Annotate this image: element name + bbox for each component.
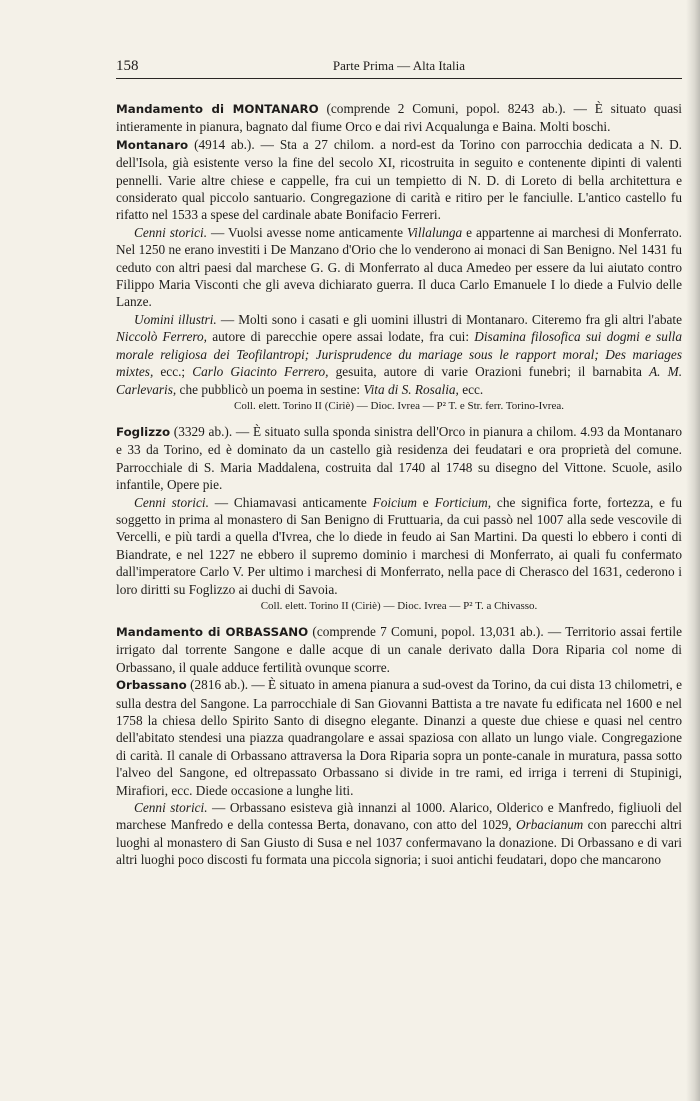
paragraph-foglizzo-cenni: Cenni storici. — Chiamavasi anticamente Foicium e Forticium, che significa forte, fortezza, e fu soggetto in prima al monastero di San Benigno di Fruttuaria, da cui passò nel 1007 alla sede vescovile di Vercelli, e più tardi a quella d'Ivrea, che lo diede in feudo ai San Martini. Da questi lo ebbero i conti di Biandrate, e nel 1227 ne ebbero il supremo dominio i marchesi di Monferrato, ai quali fu confermato dall'imperatore Carlo V. Per ultimo i marchesi di Monferrato, nella pace di Cherasco del 1631, cederono i loro diritti su Foglizzo ai duchi di Savoia. [116, 494, 682, 597]
heading-foglizzo: Foglizzo [116, 424, 171, 439]
heading-mandamento-montanaro: Mandamento di MONTANARO [116, 102, 319, 116]
paragraph-montanaro-cenni: Cenni storici. — Vuolsi avesse nome anticamente Villalunga e appartenne ai marchesi di Monferrato. Nel 1250 ne erano investiti i De Manzano d'Orio che lo venderono ai monaci di San Benigno. Nel 1431 fu ceduto con altri paesi dal marchese G. G. di Monferrato al duca Amedeo per essere da lui aiutato contro Filippo Maria Visconti che gli aveva dichiarato guerra. Il duca Carlo Emanuele I lo diede a Fulvio delle Lanze. [116, 224, 682, 310]
paragraph-orbassano-cenni: Cenni storici. — Orbassano esisteva già innanzi al 1000. Alarico, Olderico e Manfredo, figliuoli del marchese Manfredo e della contessa Berta, donavano, con atto del 1029, Orbacianum con parecchi altri luoghi al monastero di San Giusto di Susa e nel 1037 confermavano la donazione. Di Orbassano e di vari altri luoghi poco discosti fu formata una piccola signoria; i suoi antichi feudatari, dopo che mancarono [116, 800, 682, 868]
heading-mandamento-orbassano: Mandamento di ORBASSANO [116, 624, 309, 639]
page-edge-shadow [686, 0, 700, 1101]
page-body [116, 100, 682, 869]
page-header [116, 58, 682, 78]
label-cenni-storici: Cenni storici. [134, 224, 208, 240]
paragraph-montanaro-mandamento: Mandamento di MONTANARO (comprende 2 Comuni, popol. 8243 ab.). — È situato quasi intieramente in pianura, bagnato dal fiume Orco e dai rivi Acqualunga e Baina. Molti boschi. [116, 101, 682, 135]
label-cenni-storici: Cenni storici. [134, 494, 209, 510]
paragraph-montanaro-uomini: Uomini illustri. — Molti sono i casati e gli uomini illustri di Montanaro. Citeremo fra gli altri l'abate Niccolò Ferrero, autore di parecchie opere assai lodate, fra cui: Disamina filosofica sui dogmi e sulla morale religiosa dei Teofilantropi; Jurisprudence du mariage sous le rapport moral; Des mariages mixtes, ecc.; Carlo Giacinto Ferrero, gesuita, autore di varie Orazioni funebri; il barnabita A. M. Carlevaris, che pubblicò un poema in sestine: Vita di S. Rosalia, ecc. [116, 311, 683, 397]
header-rule [116, 78, 682, 79]
collegio-line-foglizzo: Coll. elett. Torino II (Ciriè) — Dioc. Ivrea — P² T. a Chivasso. [260, 599, 538, 612]
label-uomini-illustri: Uomini illustri. [134, 311, 217, 327]
collegio-line-montanaro: Coll. elett. Torino II (Ciriè) — Dioc. Ivrea — P² T. e Str. ferr. Torino-Ivrea. [234, 399, 564, 412]
page-number: 158 [116, 58, 139, 74]
paragraph-orbassano: Orbassano (2816 ab.). — È situato in amena pianura a sud-ovest da Torino, da cui dista 13 chilometri, e sulla destra del Sangone. La parrocchiale di San Giovanni Battista a tre navate fu edificata nel 1600 e nel 1758 la chiesa dello Spirito Santo di disegno elegante. Dinanzi a queste due chiese e quasi nel centro dell'abitato stendesi una piazza quadrangolare e assai spaziosa con allato un lungo viale. Congregazione di carità. Il canale di Orbassano attraversa la Dora Riparia sopra un ponte-canale in muratura, passa sotto l'alveo del Sangone, ed oltrepassato Orbassano si divide in tre rami, ed irriga i terreni di Stupinigi, Mirafiori, ecc. Diede occasione a lunghe liti. [116, 677, 682, 798]
paragraph-montanaro: Montanaro (4914 ab.). — Sta a 27 chilom. a nord-est da Torino con parrocchia dedicata a N. D. dell'Isola, già esistente verso la fine del secolo XI, ricostruita in seguito e contenente dipinti di valenti pennelli. Varie altre chiese e cappelle, fra cui un tempietto di N. D. di Loreto di bella architettura e considerato qual piccolo santuario. Congregazione di carità e ritiro per le fanciulle. L'antico castello fu rifatto nel 1533 a spese del cardinale abate Bonifacio Ferreri. [116, 136, 682, 223]
paragraph-orbassano-mandamento: Mandamento di ORBASSANO (comprende 7 Comuni, popol. 13,031 ab.). — Territorio assai fertile irrigato dal torrente Sangone e dalle acque di un canale derivato dalla Dora Riparia col nome di Orbassano, il quale adduce fertilità ovunque scorre. [116, 623, 682, 675]
heading-montanaro: Montanaro [116, 137, 189, 152]
label-cenni-storici: Cenni storici. [134, 800, 208, 816]
heading-orbassano: Orbassano [116, 678, 187, 693]
running-title: Parte Prima — Alta Italia [332, 58, 466, 73]
paragraph-foglizzo: Foglizzo (3329 ab.). — È situato sulla sponda sinistra dell'Orco in pianura a chilom. 4.93 da Montanaro e 33 da Torino, ed è dominato da un castello già residenza dei feudatari e ora proprietà del comune. Parrocchiale di S. Maria Maddalena, costruita dal 1740 al 1748 su disegno del Vittone. Scuole, asilo infantile, Opere pie. [116, 423, 682, 493]
